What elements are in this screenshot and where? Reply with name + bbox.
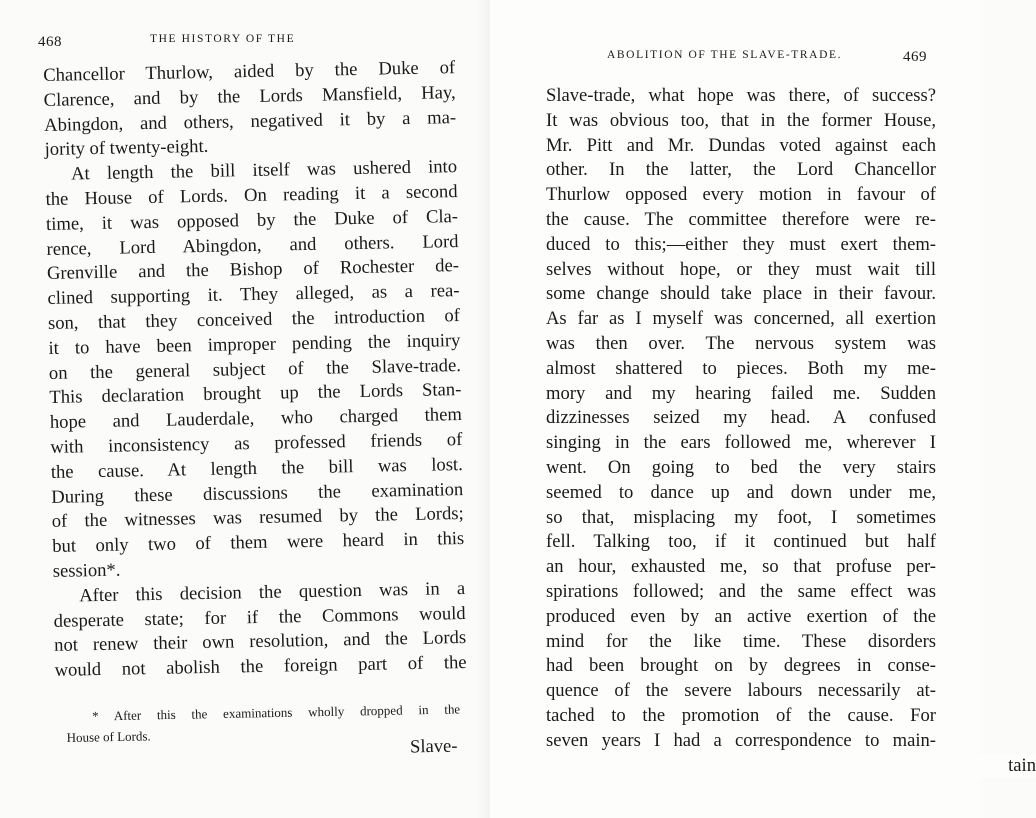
text-line: It was obvious too, that in the former House, (546, 109, 936, 131)
footnote-line: House of Lords. (66, 728, 151, 745)
text-line: spirations followed; and the same effect was (546, 580, 936, 602)
text-line: fell. Talking too, if it continued but half (546, 531, 936, 553)
text-line: During these discussions the examination (51, 478, 464, 508)
text-line: dizzinesses seized my head. A confused (546, 407, 936, 429)
body-text (43, 56, 467, 684)
text-line: Slave-trade, what hope was there, of success? (546, 85, 936, 106)
text-line: Grenville and the Bishop of Rochester de- (46, 255, 460, 285)
running-head: ABOLITION OF THE SLAVE-TRADE. (607, 49, 843, 61)
left-page (0, 0, 490, 818)
text-line: time, it was opposed by the Duke of Cla- (45, 205, 459, 235)
text-line: rence, Lord Abingdon, and others. Lord (46, 230, 459, 260)
footnote-line: * After this the examinations wholly dropped in the (92, 701, 461, 724)
text-line: Mr. Pitt and Mr. Dundas voted against each (546, 134, 936, 156)
body-text (546, 84, 1036, 778)
text-line: so that, misplacing my foot, I sometimes (546, 506, 936, 528)
footnote (66, 698, 461, 748)
right-page (490, 0, 1036, 818)
text-line: not renew their own resolution, and the Lords (53, 627, 467, 657)
text-line: would not abolish the foreign part of the (54, 652, 467, 682)
text-line: Chancellor Thurlow, aided by the Duke of (43, 57, 456, 86)
text-line: son, that they conceived the introduction of (47, 305, 461, 334)
text-line: hope and Lauderdale, who charged them (49, 404, 463, 434)
text-line: tain (546, 754, 1036, 779)
text-line: seemed to dance up and down under me, (546, 481, 936, 503)
text-line: some change should take place in their favour. (546, 283, 936, 305)
text-line: clined supporting it. They alleged, as a rea- (47, 280, 460, 310)
catchword: Slave- (409, 735, 458, 758)
text-line: the cause. The committee therefore were re- (546, 208, 936, 230)
text-line: it to have been improper pending the inquiry (48, 329, 461, 359)
text-line: other. In the latter, the Lord Chancellor (546, 159, 936, 181)
text-line: session*. (52, 559, 121, 582)
text-line: duced to this;—either they must exert them- (546, 233, 936, 255)
text-line: had been brought on by degrees in conse- (546, 655, 936, 677)
text-line: After this decision the question was in a (79, 577, 466, 607)
text-line: Abingdon, and others, negatived it by a ma- (43, 106, 457, 136)
text-line: on the general subject of the Slave-trade. (48, 354, 462, 384)
text-line: mind for the like time. These disorders (546, 630, 936, 652)
text-line: singing in the ears followed me, wherever I (546, 432, 936, 454)
text-line: with inconsistency as professed friends of (50, 428, 463, 458)
text-line: mory and my hearing failed me. Sudden (546, 382, 936, 404)
text-line: went. On going to bed the very stairs (546, 456, 936, 478)
text-line: This declaration brought up the Lords Stan- (49, 379, 462, 409)
text-line: quence of the severe labours necessarily at- (546, 680, 936, 702)
text-line: the cause. At length the bill was lost. (50, 453, 463, 483)
text-line: As far as I myself was concerned, all exertion (546, 308, 936, 330)
text-line: At length the bill itself was ushered into (70, 156, 458, 185)
text-line: seven years I had a correspondence to main- (546, 729, 936, 751)
text-line: but only two of them were heard in this (52, 528, 465, 558)
page-number: 468 (38, 34, 62, 50)
running-head: THE HISTORY OF THE (150, 33, 296, 45)
text-line: was then over. The nervous system was (546, 332, 936, 354)
text-line: of the witnesses was resumed by the Lords; (51, 503, 464, 533)
page-number: 469 (903, 49, 927, 65)
text-line: jority of twenty-eight. (44, 136, 209, 161)
text-line: produced even by an active exertion of the (546, 605, 936, 627)
text-line: Thurlow opposed every motion in favour of (546, 184, 936, 206)
text-line: almost shattered to pieces. Both my me- (546, 357, 936, 379)
text-line: an hour, exhausted me, so that profuse per- (546, 556, 936, 578)
text-line: the House of Lords. On reading it a second (45, 181, 458, 210)
text-line: tached to the promotion of the cause. For (546, 704, 936, 726)
text-line: desperate state; for if the Commons would (53, 602, 466, 632)
text-line: Clarence, and by the Lords Mansfield, Hay, (43, 81, 456, 111)
text-line: selves without hope, or they must wait till (546, 258, 936, 280)
